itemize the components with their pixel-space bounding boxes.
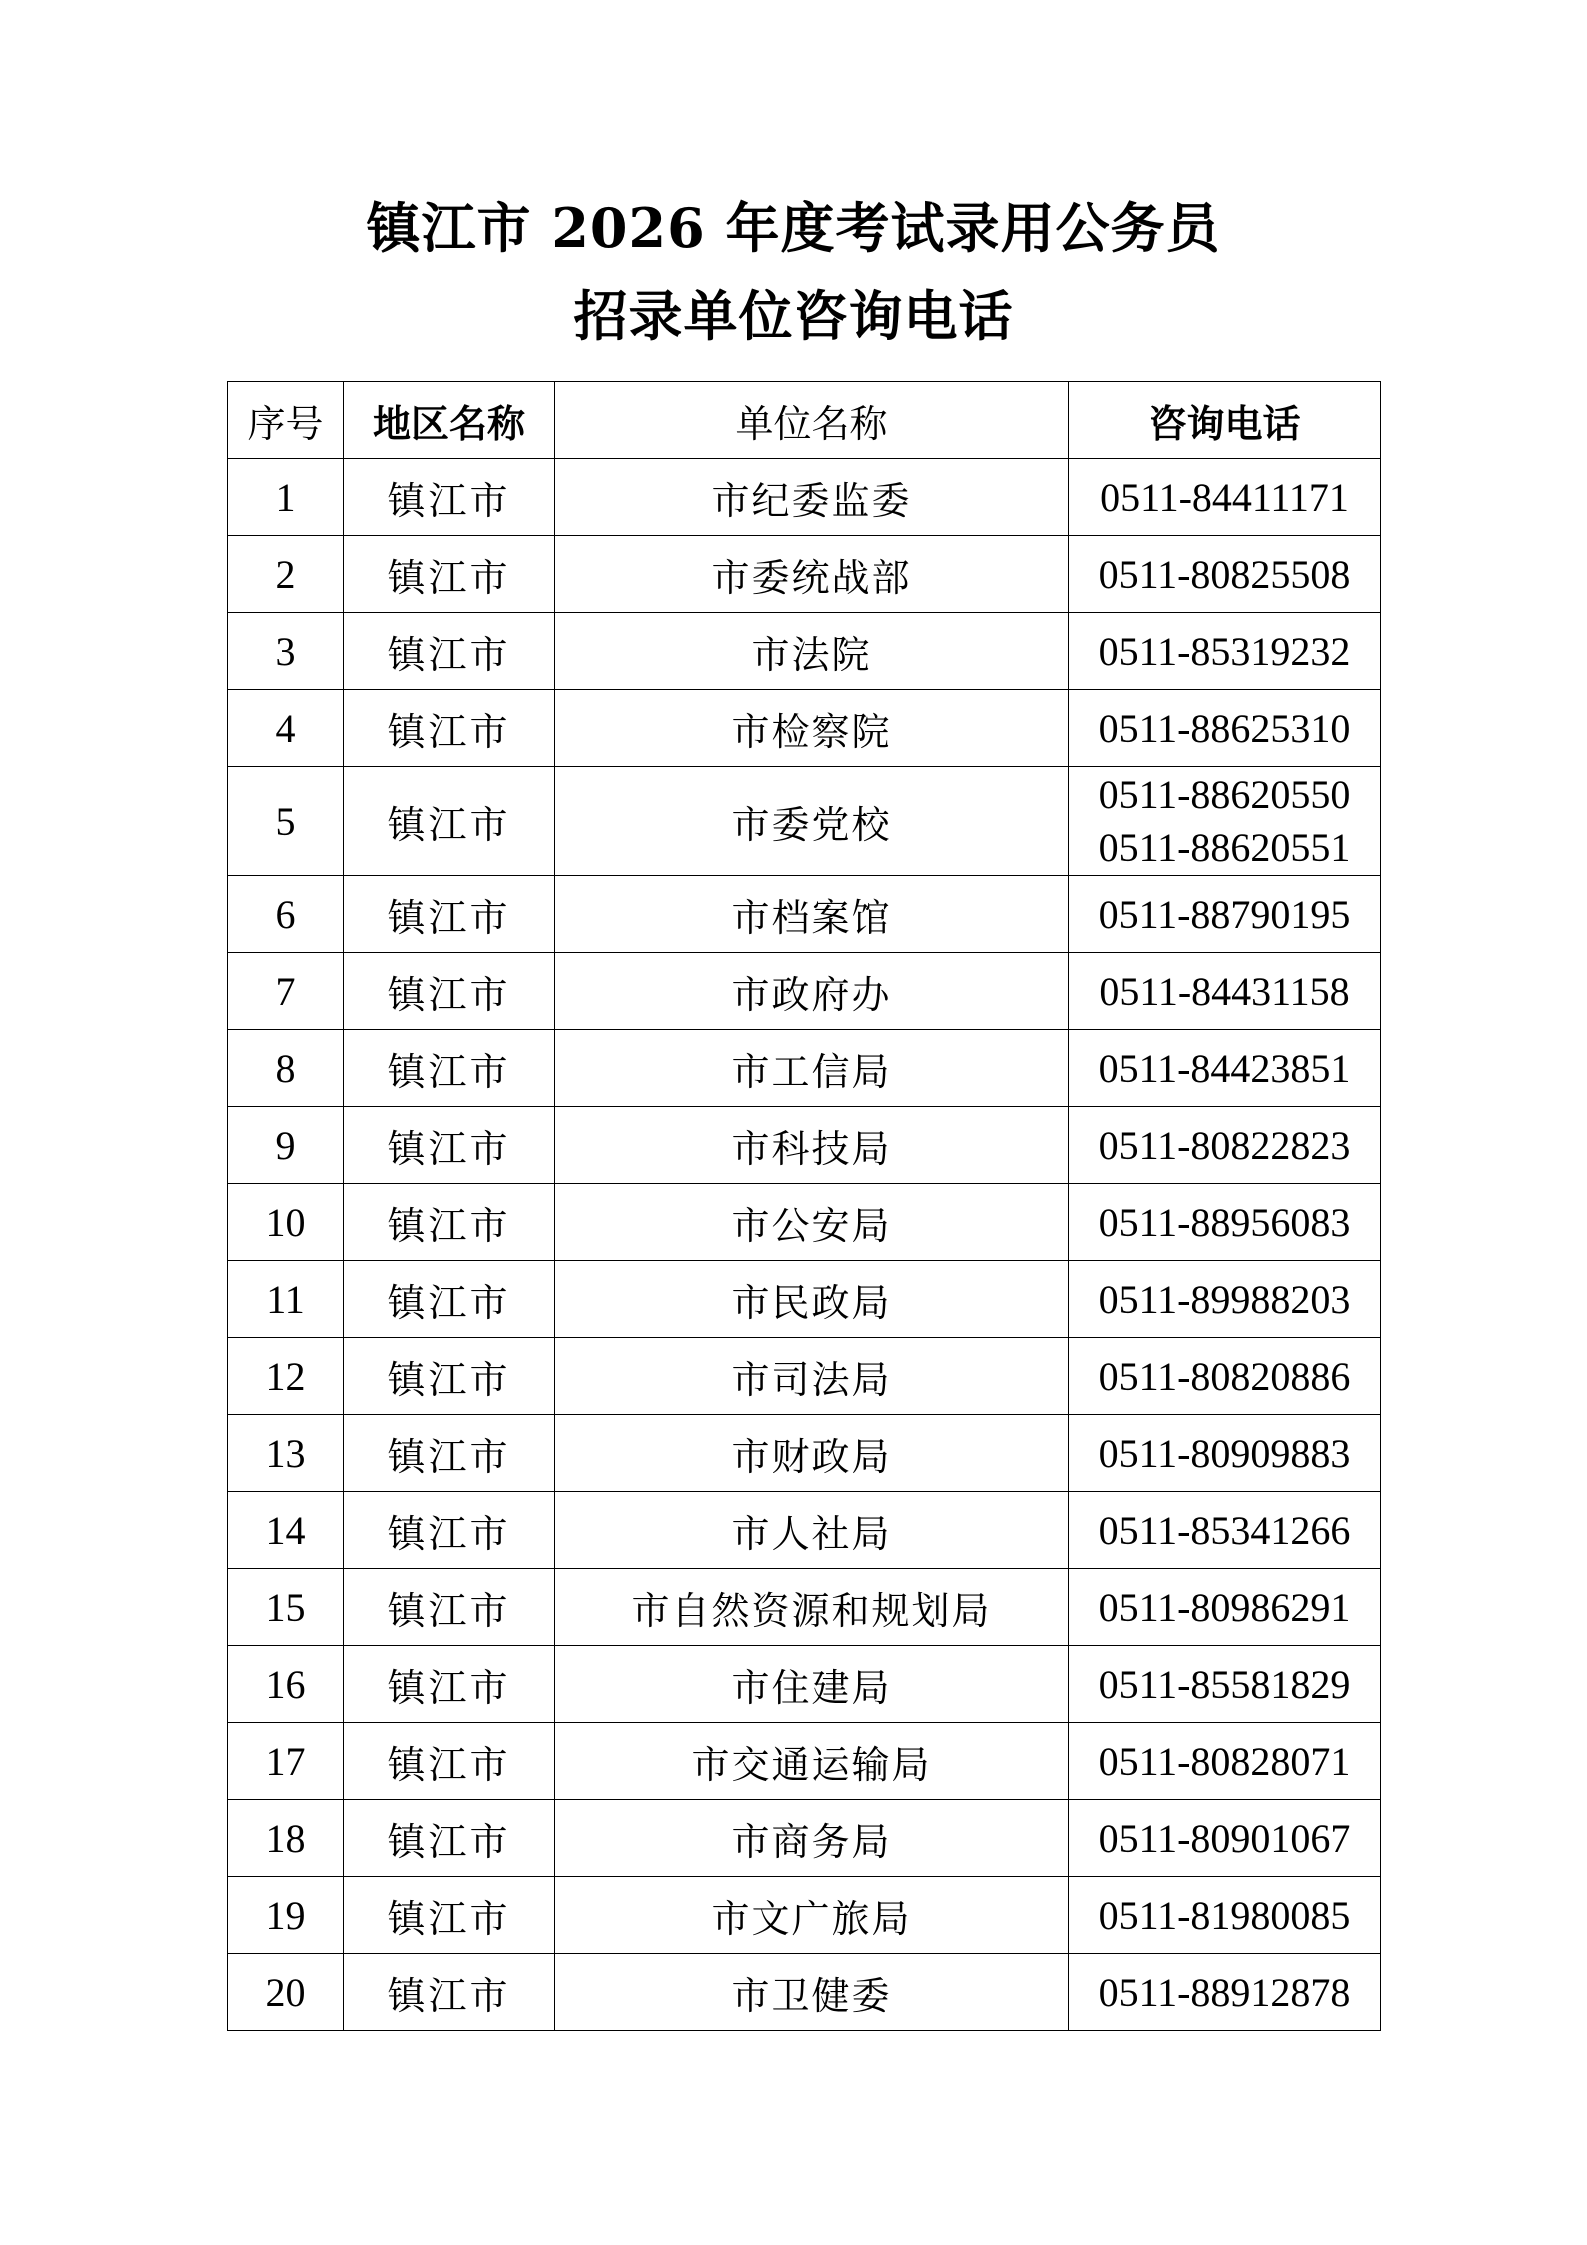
phone-number: 0511-85341266 (1098, 1507, 1351, 1553)
row-phone (1069, 767, 1381, 876)
table-row (228, 1261, 1381, 1338)
row-index: 12 (228, 1338, 344, 1415)
phone-number: 0511-88790195 (1098, 891, 1351, 937)
row-index: 18 (228, 1800, 344, 1877)
table-row (228, 459, 1381, 536)
table-header-row (228, 382, 1381, 459)
row-region: 镇江市 (344, 690, 555, 767)
table-row (228, 1030, 1381, 1107)
row-index: 4 (228, 690, 344, 767)
row-phone (1069, 536, 1381, 613)
row-index: 2 (228, 536, 344, 613)
row-index: 13 (228, 1415, 344, 1492)
row-index: 14 (228, 1492, 344, 1569)
table-row (228, 690, 1381, 767)
row-phone (1069, 1107, 1381, 1184)
phone-number: 0511-80825508 (1098, 551, 1351, 597)
header-index: 序号 (228, 382, 344, 459)
row-unit: 市政府办 (555, 953, 1069, 1030)
row-unit: 市财政局 (555, 1415, 1069, 1492)
phone-number: 0511-84411171 (1100, 474, 1349, 520)
row-region: 镇江市 (344, 1415, 555, 1492)
table-row (228, 953, 1381, 1030)
row-phone (1069, 1492, 1381, 1569)
row-region: 镇江市 (344, 1646, 555, 1723)
phone-number: 0511-88956083 (1098, 1199, 1351, 1245)
row-region: 镇江市 (344, 1261, 555, 1338)
row-unit: 市委统战部 (555, 536, 1069, 613)
row-index: 10 (228, 1184, 344, 1261)
row-region: 镇江市 (344, 613, 555, 690)
row-index: 15 (228, 1569, 344, 1646)
phone-number: 0511-80909883 (1098, 1430, 1351, 1476)
row-region: 镇江市 (344, 1800, 555, 1877)
row-phone (1069, 1877, 1381, 1954)
row-index: 17 (228, 1723, 344, 1800)
phone-number: 0511-88912878 (1098, 1969, 1351, 2015)
table-row (228, 1569, 1381, 1646)
phone-number: 0511-84431158 (1099, 968, 1350, 1014)
contact-table (227, 381, 1381, 2031)
row-phone (1069, 1646, 1381, 1723)
row-index: 8 (228, 1030, 344, 1107)
table-row (228, 876, 1381, 953)
row-unit: 市法院 (555, 613, 1069, 690)
phone-number: 0511-88625310 (1098, 705, 1351, 751)
phone-number: 0511-81980085 (1098, 1892, 1351, 1938)
row-index: 7 (228, 953, 344, 1030)
row-region: 镇江市 (344, 1492, 555, 1569)
row-unit: 市档案馆 (555, 876, 1069, 953)
row-unit: 市公安局 (555, 1184, 1069, 1261)
row-region: 镇江市 (344, 1723, 555, 1800)
row-unit: 市交通运输局 (555, 1723, 1069, 1800)
row-unit: 市委党校 (555, 767, 1069, 876)
row-phone (1069, 690, 1381, 767)
row-phone (1069, 1415, 1381, 1492)
row-index: 20 (228, 1954, 344, 2031)
row-index: 1 (228, 459, 344, 536)
phone-number: 0511-80986291 (1098, 1584, 1351, 1630)
table-row (228, 613, 1381, 690)
row-unit: 市检察院 (555, 690, 1069, 767)
row-phone (1069, 1954, 1381, 2031)
row-region: 镇江市 (344, 459, 555, 536)
row-phone (1069, 953, 1381, 1030)
phone-number: 0511-89988203 (1098, 1276, 1351, 1322)
row-region: 镇江市 (344, 767, 555, 876)
phone-number: 0511-80822823 (1098, 1122, 1351, 1168)
row-region: 镇江市 (344, 1107, 555, 1184)
row-phone (1069, 1030, 1381, 1107)
table-row (228, 1107, 1381, 1184)
table-row (228, 1492, 1381, 1569)
table-row (228, 1800, 1381, 1877)
row-unit: 市民政局 (555, 1261, 1069, 1338)
row-phone (1069, 1338, 1381, 1415)
row-index: 6 (228, 876, 344, 953)
row-index: 3 (228, 613, 344, 690)
row-phone (1069, 459, 1381, 536)
row-region: 镇江市 (344, 536, 555, 613)
row-region: 镇江市 (344, 1338, 555, 1415)
row-phone (1069, 1261, 1381, 1338)
row-region: 镇江市 (344, 1030, 555, 1107)
table-row (228, 1184, 1381, 1261)
table-row (228, 767, 1381, 876)
row-phone (1069, 1184, 1381, 1261)
row-region: 镇江市 (344, 1569, 555, 1646)
row-phone (1069, 876, 1381, 953)
row-unit: 市工信局 (555, 1030, 1069, 1107)
phone-number: 0511-88620550 (1098, 772, 1351, 817)
row-phone (1069, 1723, 1381, 1800)
row-region: 镇江市 (344, 1184, 555, 1261)
row-index: 19 (228, 1877, 344, 1954)
row-unit: 市文广旅局 (555, 1877, 1069, 1954)
phone-number: 0511-88620551 (1098, 825, 1351, 870)
row-index: 5 (228, 767, 344, 876)
table-row (228, 1954, 1381, 2031)
row-phone (1069, 613, 1381, 690)
row-index: 11 (228, 1261, 344, 1338)
table-row (228, 1646, 1381, 1723)
row-region: 镇江市 (344, 1954, 555, 2031)
document-title (0, 184, 1587, 360)
row-unit: 市人社局 (555, 1492, 1069, 1569)
row-unit: 市卫健委 (555, 1954, 1069, 2031)
row-unit: 市司法局 (555, 1338, 1069, 1415)
phone-number: 0511-80820886 (1098, 1353, 1351, 1399)
phone-number: 0511-85319232 (1098, 628, 1351, 674)
row-phone (1069, 1800, 1381, 1877)
header-region: 地区名称 (344, 382, 555, 459)
table-row (228, 1723, 1381, 1800)
table-row (228, 1415, 1381, 1492)
phone-number: 0511-85581829 (1098, 1661, 1351, 1707)
row-unit: 市住建局 (555, 1646, 1069, 1723)
row-region: 镇江市 (344, 1877, 555, 1954)
table-row (228, 1338, 1381, 1415)
table-row (228, 536, 1381, 613)
header-unit: 单位名称 (555, 382, 1069, 459)
phone-number: 0511-80828071 (1098, 1738, 1351, 1784)
phone-number: 0511-84423851 (1098, 1045, 1351, 1091)
row-index: 16 (228, 1646, 344, 1723)
row-unit: 市科技局 (555, 1107, 1069, 1184)
row-unit: 市商务局 (555, 1800, 1069, 1877)
title-line-2: 招录单位咨询电话 (573, 284, 1014, 348)
row-phone (1069, 1569, 1381, 1646)
row-region: 镇江市 (344, 876, 555, 953)
phone-number: 0511-80901067 (1098, 1815, 1351, 1861)
row-unit: 市纪委监委 (555, 459, 1069, 536)
title-line-1: 镇江市 2026 年度考试录用公务员 (366, 196, 1221, 260)
row-region: 镇江市 (344, 953, 555, 1030)
row-unit: 市自然资源和规划局 (555, 1569, 1069, 1646)
header-phone: 咨询电话 (1069, 382, 1381, 459)
table-body (228, 459, 1381, 2031)
table-row (228, 1877, 1381, 1954)
row-index: 9 (228, 1107, 344, 1184)
